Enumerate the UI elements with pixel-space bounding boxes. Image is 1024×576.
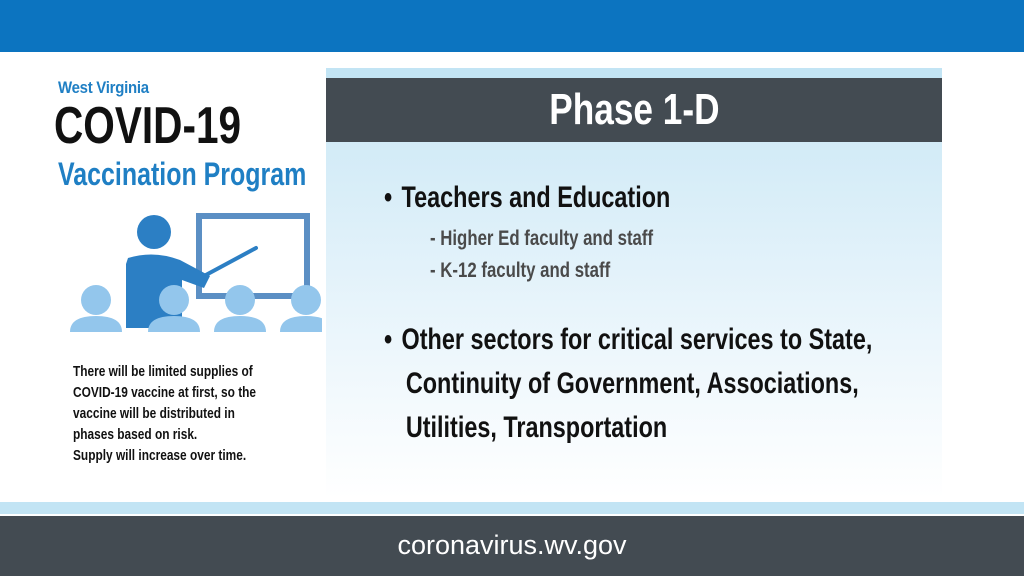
whiteboard-shape	[199, 216, 307, 296]
program-title: COVID-19	[54, 97, 242, 155]
bullet-item	[384, 176, 670, 220]
program-sidebar	[40, 72, 320, 492]
teacher-presenting-icon	[32, 208, 322, 340]
notice-line: phases based on risk.	[73, 427, 198, 443]
bullet-dot-icon: •	[384, 181, 393, 214]
bullet-dot-icon: •	[384, 323, 393, 356]
sub-item: - K-12 faculty and staff	[430, 259, 611, 282]
state-name: West Virginia	[58, 78, 149, 97]
bullet-text: Continuity of Government, Associations,	[405, 367, 859, 400]
program-subtitle: Vaccination Program	[58, 156, 307, 192]
panel-top-strip	[326, 68, 942, 78]
footer-accent-strip	[0, 502, 1024, 514]
phase-banner	[326, 78, 942, 142]
website-url: coronavirus.wv.gov	[397, 530, 627, 560]
footer-bar	[0, 516, 1024, 576]
notice-line: Supply will increase over time.	[73, 448, 247, 464]
bullet-item	[384, 318, 872, 450]
sub-item: - Higher Ed faculty and staff	[430, 227, 654, 250]
bullet-text: Utilities, Transportation	[405, 411, 668, 444]
bullet-text: Other sectors for critical services to State,	[401, 323, 873, 356]
notice-line: vaccine will be distributed in	[73, 406, 235, 422]
phase-title: Phase 1-D	[548, 85, 720, 134]
notice-line: There will be limited supplies of	[73, 364, 253, 380]
bullet-text: Teachers and Education	[401, 181, 671, 214]
notice-line: COVID-19 vaccine at first, so the	[73, 385, 257, 401]
supply-notice	[73, 362, 278, 467]
phase-content-panel	[326, 68, 942, 498]
top-banner	[0, 0, 1024, 52]
teacher-head	[137, 215, 171, 249]
